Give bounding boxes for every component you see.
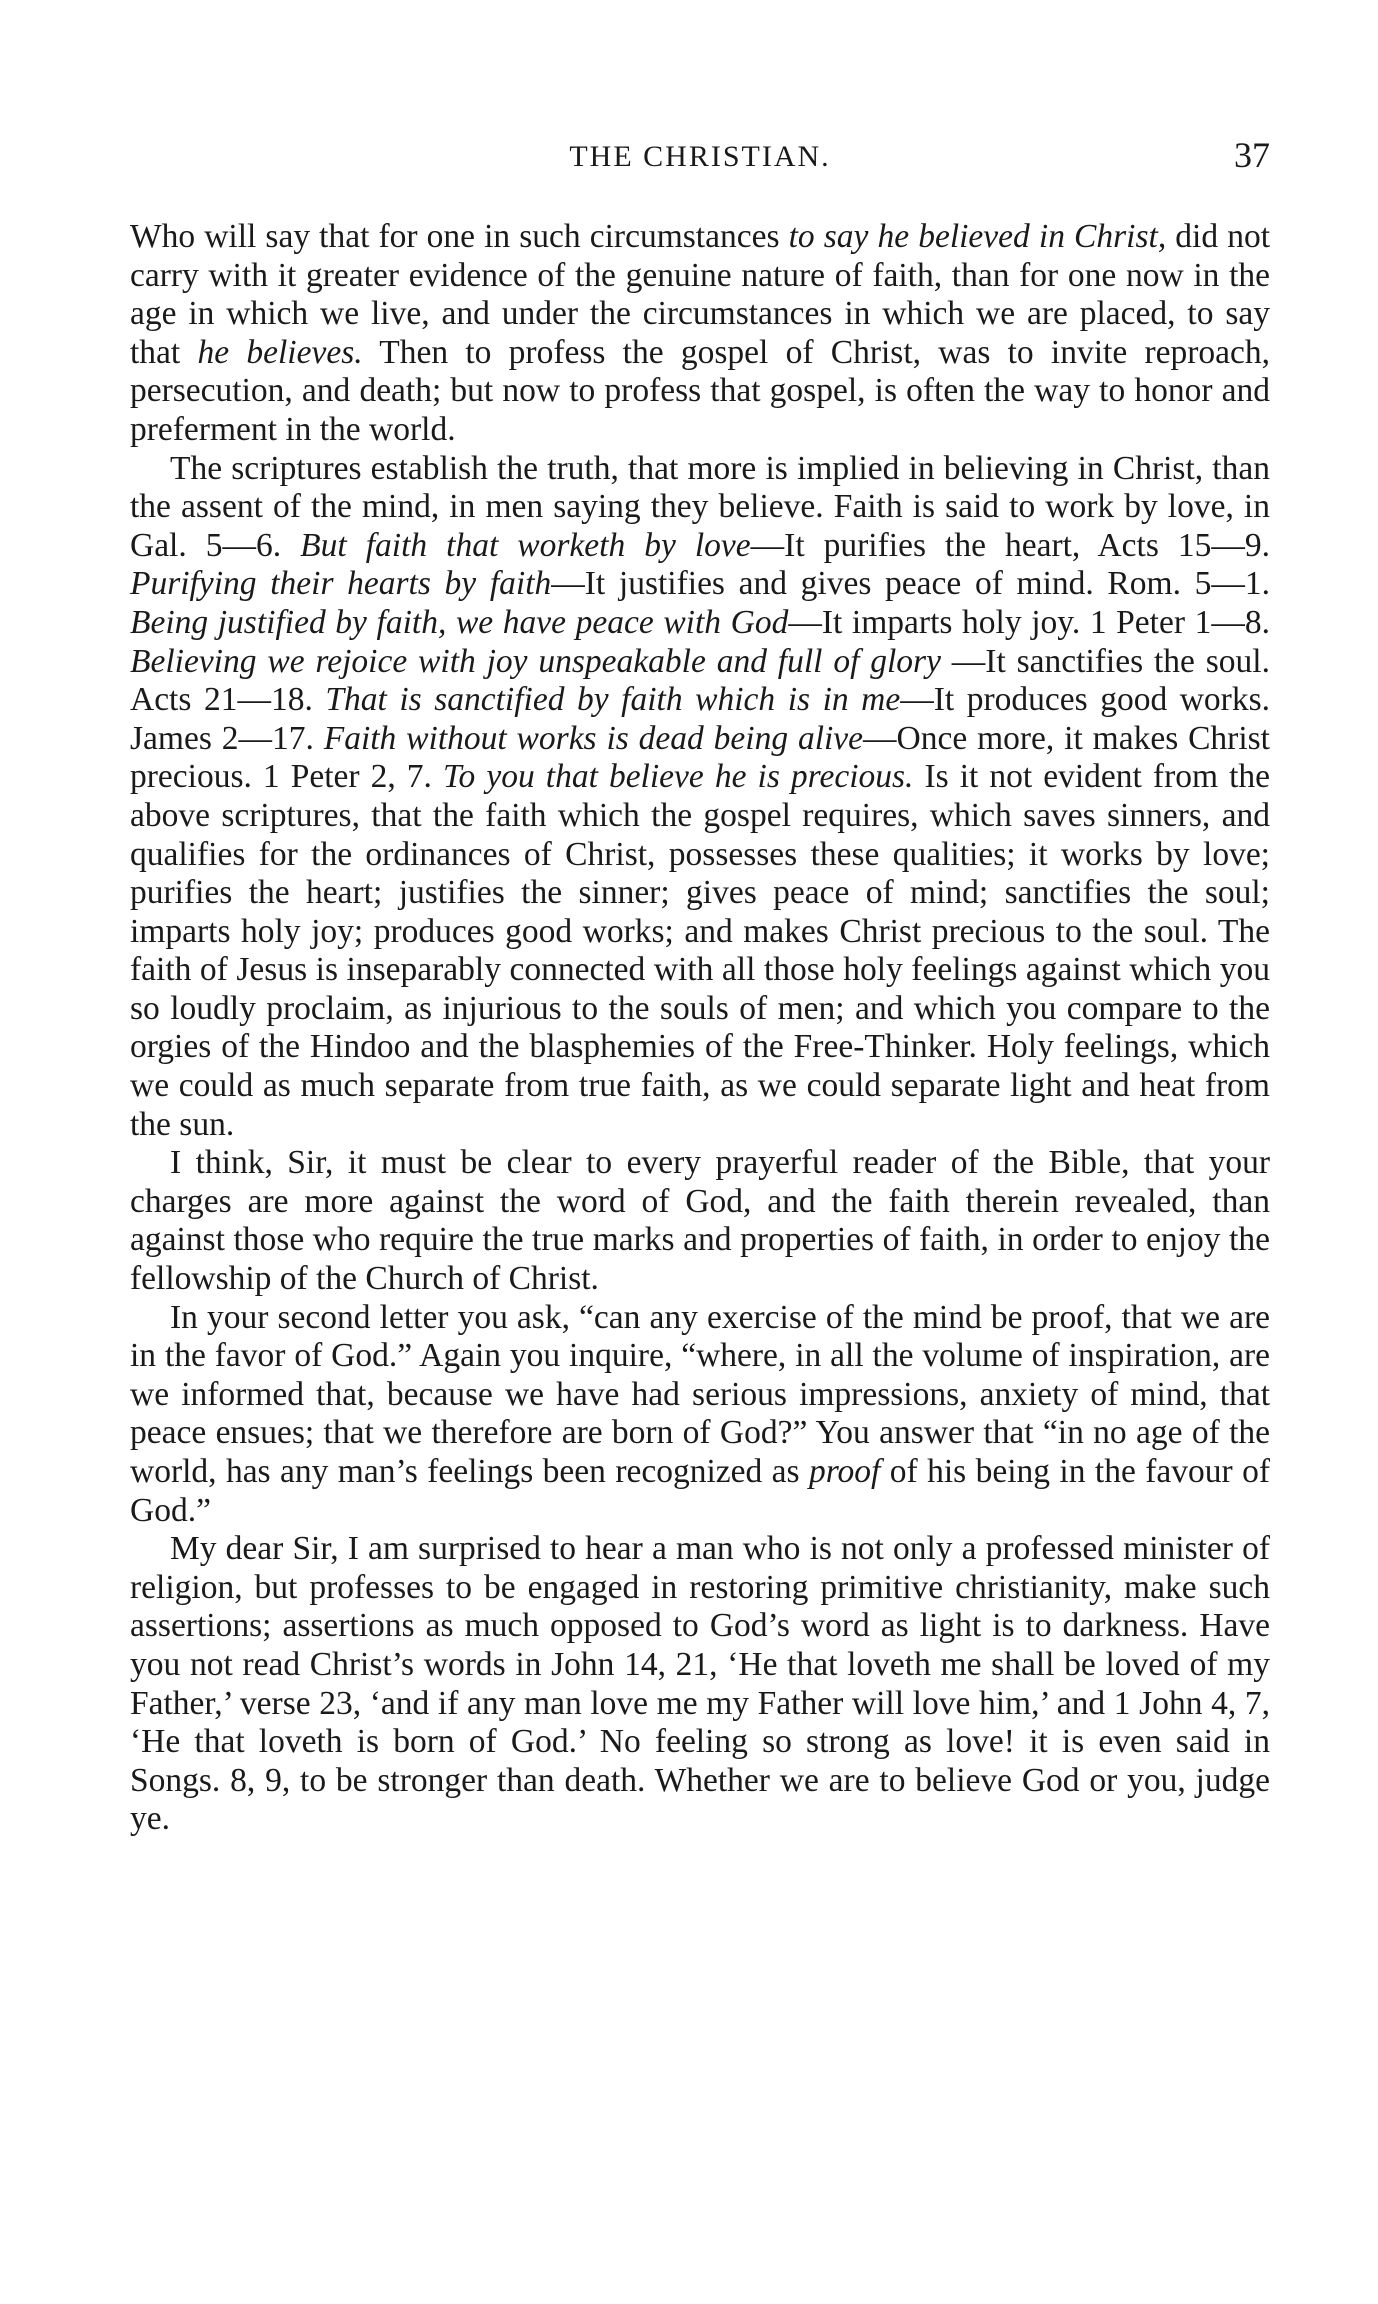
paragraph-2 (130, 450, 1270, 1145)
italic-text-segment: Being justified by faith, we have peace with God (130, 603, 789, 641)
text-segment: I think, Sir, it must be clear to every prayerful reader of the Bible, that your charges are more against the word of God, and the faith therein revealed, than against those who require the true marks and properties of faith, in order to enjoy the fellowship of the Church of Christ. (130, 1144, 1270, 1298)
text-segment: did not carry with it greater evidence of the genuine nature of faith, than for one now in the age in which we live, and under the circumstances in which we are placed, to say that (130, 218, 1271, 371)
text-segment: Is it not evident from the above scriptures, that the faith which the gospel requires, which saves sinners, and qualifies for the ordinances of Christ, possesses these qualities; it works by love; purifies the heart; justifies the sinner; gives peace of mind; sanctifies the soul; imparts holy joy; produces good works; and makes Christ precious to the soul. The faith of Jesus is inseparably connected with all those holy feelings against which you so loudly proclaim, as injurious to the souls of men; and which you compare to the orgies of the Hindoo and the blasphemies of the Free-Thinker. Holy feelings, which we could as much separate from true faith, as we could separate light and heat from the sun. (130, 758, 1271, 1143)
paragraph-3 (130, 1144, 1270, 1298)
text-segment: —It justifies and gives peace of mind. Rom. 5—1. (551, 565, 1270, 603)
page-header (130, 135, 1270, 190)
italic-text-segment: Faith without works is dead being alive (323, 719, 864, 757)
text-segment: The scriptures establish the truth, that more is implied in believing in Christ, than the assent of the mind, in men saying they believe. Faith is said to work by love, in Gal. 5—6. (130, 449, 1270, 564)
italic-text-segment: he believes. (197, 333, 363, 371)
italic-text-segment: Believing we rejoice with joy unspeakable and full of glory (130, 642, 941, 680)
text-segment: Who will say that for one in such circumstances (130, 218, 789, 255)
italic-text-segment: Purifying their hearts by faith (130, 565, 552, 603)
italic-text-segment: To you that believe he is precious. (442, 758, 914, 796)
text-segment: —Once more, it makes Christ precious. 1 Peter 2, 7. (130, 719, 1270, 796)
text-segment: of his being in the favour of God.” (130, 1453, 1270, 1529)
text-segment: In your second letter you ask, “can any exercise of the mind be proof, that we are in the favor of God.” Again you inquire, “where, in all the volume of inspiration, are we informed that, because we have had serious impressions, anxiety of mind, that peace ensues; that we therefore are born of God?” You answer that “in no age of the world, has any man’s feelings been recognized as (130, 1298, 1270, 1490)
text-segment: —It purifies the heart, Acts 15—9. (750, 526, 1270, 564)
italic-text-segment: That is sanctified by faith which is in me (325, 681, 901, 719)
italic-text-segment: proof (809, 1453, 881, 1490)
text-segment: My dear Sir, I am surprised to hear a man who is not only a professed minister of religion, but professes to be engaged in restoring primitive christianity, make such assertions; assertions as much opposed to God’s word as light is to darkness. Have you not read Christ’s words in John 14, 21, ‘He that loveth me shall be loved of my Father,’ verse 23, ‘and if any man love me my Father will love him,’ and 1 John 4, 7, ‘He that loveth is born of God.’ No feeling so strong as love! it is even said in Songs. 8, 9, to be stronger than death. Whether we are to believe God or you, judge ye. (130, 1530, 1270, 1838)
italic-text-segment: But faith that worketh by love (300, 526, 751, 564)
text-segment: Then to profess the gospel of Christ, was to invite reproach, persecution, and death; but now to profess that gospel, is often the way to honor and preferment in the world. (130, 333, 1271, 448)
paragraph-4 (130, 1299, 1270, 1531)
paragraph-1 (130, 218, 1270, 450)
text-segment: —It sanctifies the soul. Acts 21—18. (130, 642, 1270, 719)
page-number: 37 (1234, 135, 1270, 175)
text-segment: —It produces good works. James 2—17. (130, 681, 1271, 757)
italic-text-segment: to say he believed in Christ, (788, 218, 1167, 255)
body-text (130, 218, 1270, 1839)
running-head: THE CHRISTIAN. (569, 140, 831, 173)
paragraph-5 (130, 1530, 1270, 1839)
text-segment: —It imparts holy joy. 1 Peter 1—8. (788, 603, 1270, 641)
